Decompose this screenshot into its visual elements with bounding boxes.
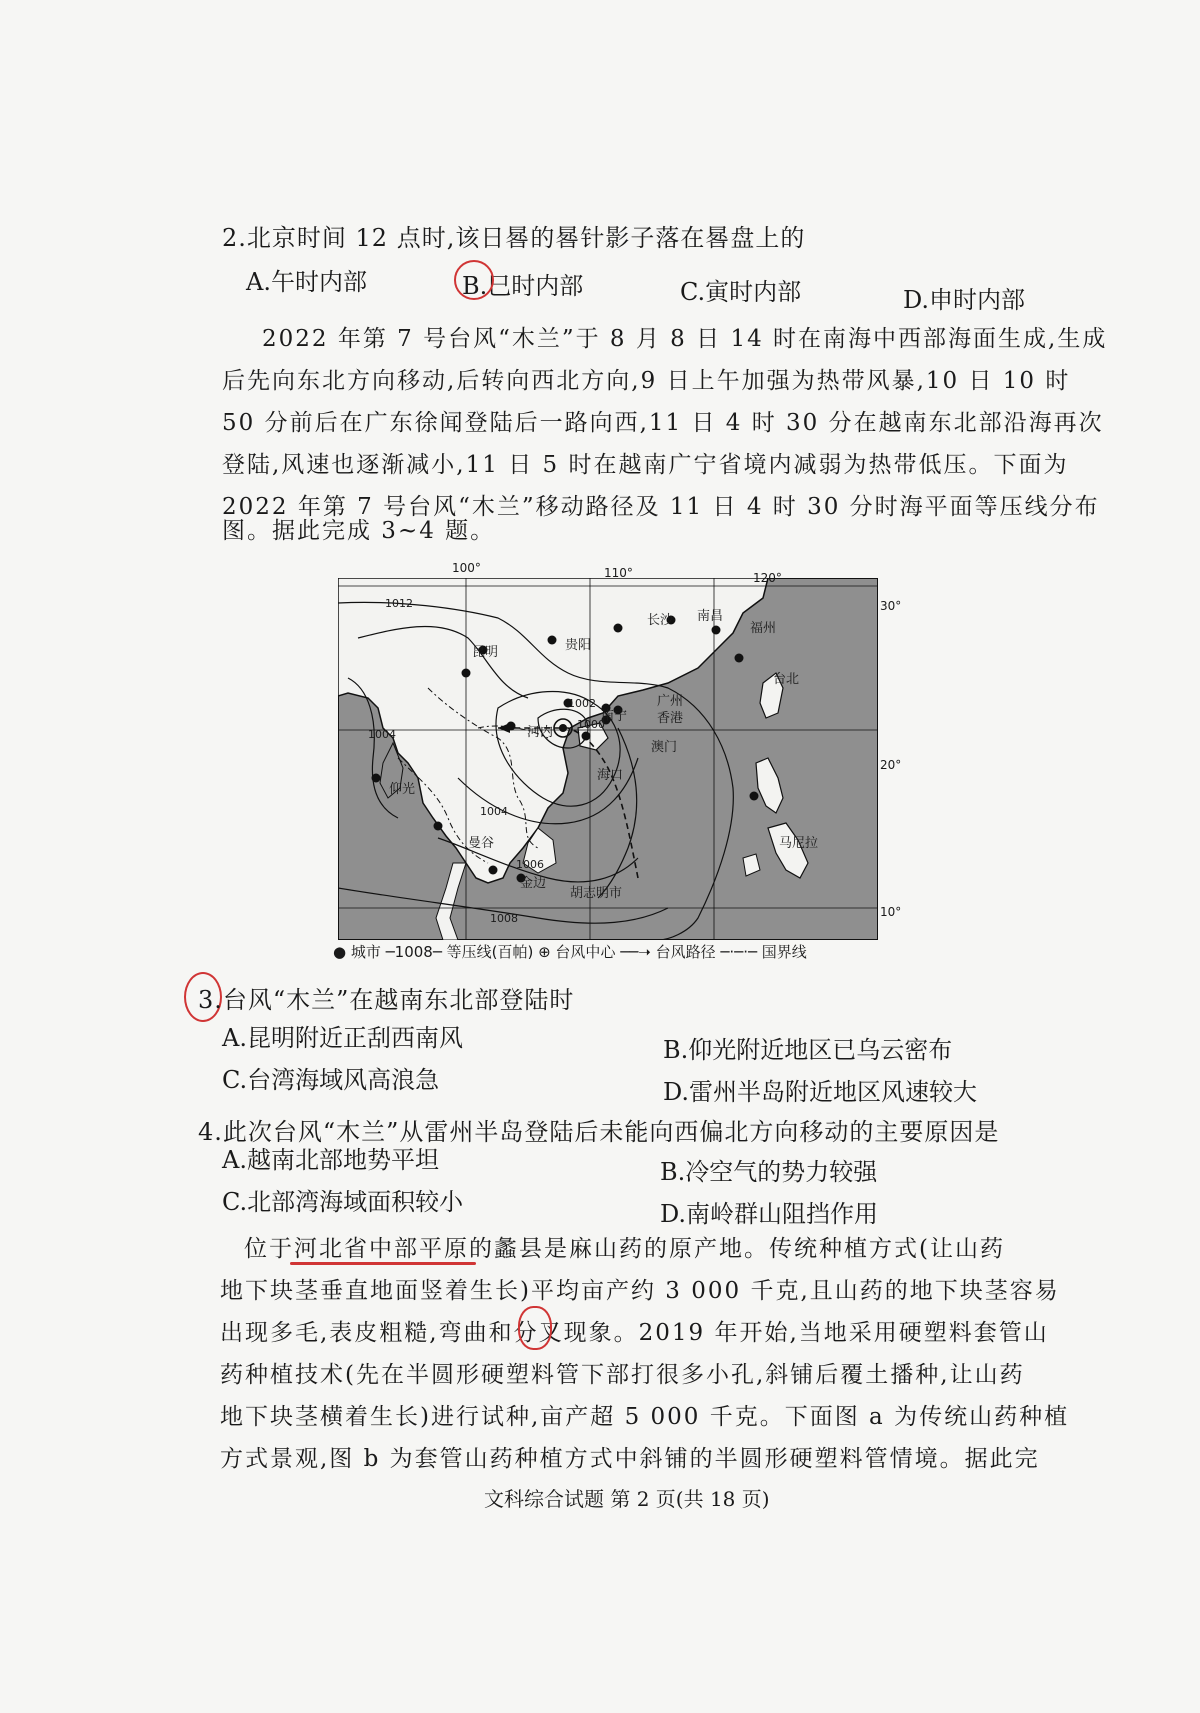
- city-label: 香港: [657, 711, 684, 726]
- isobar-label: 1004: [368, 728, 396, 741]
- q4-stem: 4.此次台风“木兰”从雷州半岛登陆后未能向西偏北方向移动的主要原因是: [198, 1118, 1000, 1146]
- lat-label-30: 30°: [880, 599, 902, 613]
- city-label: 贵阳: [565, 638, 592, 653]
- passage2-line: 方式景观,图 b 为套管山药种植方式中斜铺的半圆形硬塑料管情境。据此完: [220, 1446, 1040, 1472]
- q2-option-b: B.巳时内部: [462, 272, 584, 300]
- isobar-label: 1006: [516, 858, 544, 871]
- isobar-label: 1008: [490, 912, 518, 925]
- passage2-line: 药种植技术(先在半圆形硬塑料管下部打很多小孔,斜铺后覆土播种,让山药: [220, 1362, 1025, 1388]
- isobar-label: 1000: [577, 718, 605, 731]
- q2-option-c: C.寅时内部: [680, 278, 802, 306]
- q4-option-b: B.冷空气的势力较强: [660, 1158, 878, 1186]
- passage2-line: 地下块茎横着生长)进行试种,亩产超 5 000 千克。下面图 a 为传统山药种植: [220, 1404, 1070, 1430]
- q2-option-a: A.午时内部: [246, 268, 367, 296]
- passage1-line: 后先向东北方向移动,后转向西北方向,9 日上午加强为热带风暴,10 日 10 时: [222, 368, 1071, 394]
- city-label: 河内: [527, 725, 554, 740]
- passage1-line: 图。据此完成 3~4 题。: [222, 518, 496, 544]
- lat-label-20: 20°: [880, 758, 902, 772]
- q2-option-d: D.申时内部: [903, 286, 1026, 314]
- city-label: 广州: [657, 694, 684, 709]
- city-label: 长沙: [647, 613, 674, 628]
- city-label: 仰光: [389, 782, 416, 797]
- q4-option-c: C.北部湾海域面积较小: [222, 1188, 464, 1216]
- city-label: 昆明: [472, 645, 499, 660]
- page-footer: 文科综合试题 第 2 页(共 18 页): [484, 1487, 770, 1511]
- q3-option-d: D.雷州半岛附近地区风速较大: [663, 1078, 978, 1106]
- q3-stem: 3.台风“木兰”在越南东北部登陆时: [198, 986, 575, 1014]
- passage1-line: 2022 年第 7 号台风“木兰”于 8 月 8 日 14 时在南海中西部海面生成,生成: [262, 326, 1108, 352]
- lon-label-100: 100°: [452, 561, 481, 575]
- city-label: 澳门: [651, 740, 678, 755]
- passage2-line: 位于河北省中部平原的蠡县是麻山药的原产地。传统种植方式(让山药: [244, 1236, 1005, 1262]
- underline-mark: [290, 1262, 476, 1265]
- q2-stem: 2.北京时间 12 点时,该日晷的晷针影子落在晷盘上的: [222, 224, 806, 252]
- map-legend: ● 城市 ─1008─ 等压线(百帕) ⊕ 台风中心 ──➝ 台风路径 ─·─·─ 国界线: [333, 943, 807, 961]
- city-label: 海口: [597, 768, 624, 783]
- lon-label-110: 110°: [604, 566, 633, 580]
- isobar-label: 1004: [480, 805, 508, 818]
- city-label: 南宁: [601, 709, 628, 724]
- passage1-line: 50 分前后在广东徐闻登陆后一路向西,11 日 4 时 30 分在越南东北部沿海再次: [222, 410, 1104, 436]
- character-circle-mark: [518, 1306, 552, 1350]
- lat-label-10: 10°: [880, 905, 902, 919]
- passage1-line: 登陆,风速也逐渐减小,11 日 5 时在越南广宁省境内减弱为热带低压。下面为: [222, 452, 1069, 478]
- isobar-label: 1002: [568, 697, 596, 710]
- city-label: 南昌: [697, 609, 724, 624]
- city-label: 福州: [750, 621, 777, 636]
- passage1-line: 2022 年第 7 号台风“木兰”移动路径及 11 日 4 时 30 分时海平面等压线分布: [222, 494, 1100, 520]
- q3-option-a: A.昆明附近正刮西南风: [222, 1024, 463, 1052]
- city-label: 曼谷: [468, 836, 495, 851]
- city-label: 马尼拉: [779, 836, 819, 851]
- isobar-label: 1012: [385, 597, 413, 610]
- q4-option-d: D.南岭群山阻挡作用: [660, 1200, 879, 1228]
- lon-label-120: 120°: [753, 571, 782, 585]
- answer-circle-mark: [454, 260, 494, 300]
- passage2-line: 地下块茎垂直地面竖着生长)平均亩产约 3 000 千克,且山药的地下块茎容易: [220, 1278, 1060, 1304]
- q3-option-b: B.仰光附近地区已乌云密布: [663, 1036, 953, 1064]
- city-label: 胡志明市: [570, 886, 623, 901]
- q3-option-c: C.台湾海域风高浪急: [222, 1066, 440, 1094]
- passage2-line: 出现多毛,表皮粗糙,弯曲和分叉现象。2019 年开始,当地采用硬塑料套管山: [220, 1320, 1049, 1346]
- city-label: 台北: [773, 672, 800, 687]
- city-label: 金边: [520, 876, 547, 891]
- q4-option-a: A.越南北部地势平坦: [222, 1146, 439, 1174]
